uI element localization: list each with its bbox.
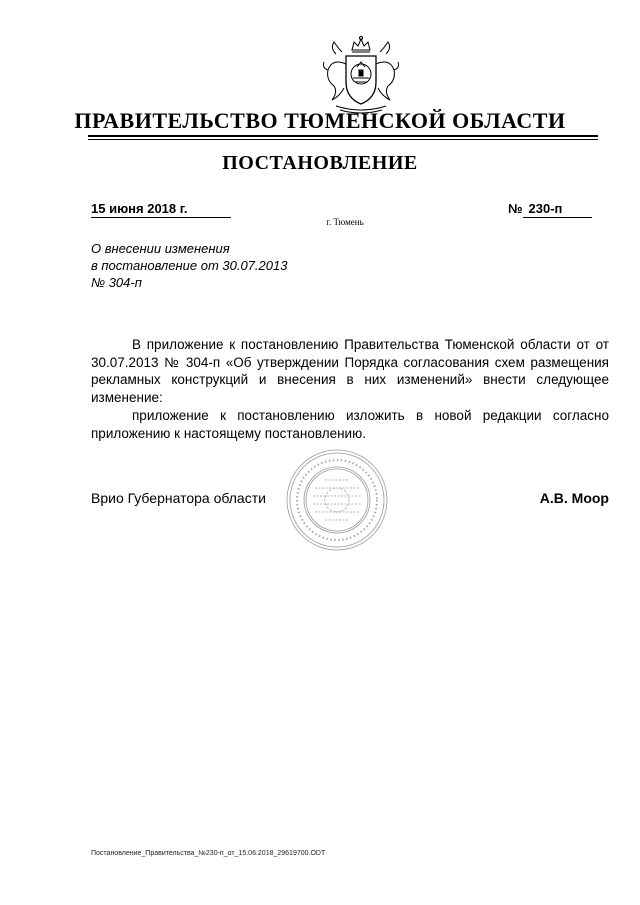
body-paragraph: приложение к постановлению изложить в новой редакции согласно приложению к настоящему постановлению. (91, 408, 609, 441)
document-number (508, 201, 592, 218)
header-rule-thick (88, 135, 598, 137)
subject-line: О внесении изменения (91, 241, 230, 256)
number-value: 230-п (523, 201, 592, 218)
footer-filename: Постановление_Правительства_№230-п_от_15.06.2018_29619700.ODT (91, 850, 326, 857)
signer-name: А.В. Моор (539, 490, 609, 506)
document-subject (91, 240, 287, 291)
official-seal-icon (285, 448, 389, 552)
document-date: 15 июня 2018 г. (91, 201, 231, 218)
government-title: ПРАВИТЕЛЬСТВО ТЮМЕНСКОЙ ОБЛАСТИ (74, 108, 566, 133)
document-city: г. Тюмень (326, 217, 364, 227)
subject-line: в постановление от 30.07.2013 (91, 258, 288, 273)
coat-of-arms-icon (318, 34, 404, 116)
subject-line: № 304-п (91, 275, 142, 290)
document-type: ПОСТАНОВЛЕНИЕ (222, 152, 418, 174)
signer-position: Врио Губернатора области (91, 490, 266, 506)
number-prefix: № (508, 201, 523, 216)
header-rule-thin (88, 139, 598, 140)
body-paragraph: В приложение к постановлению Правительства Тюменской области от от 30.07.2013 № 304-п «Об утверждении Порядка согласования схем размещения рекламных конструкций и внесения в них изменений» внести следующее изменение: (91, 337, 609, 405)
